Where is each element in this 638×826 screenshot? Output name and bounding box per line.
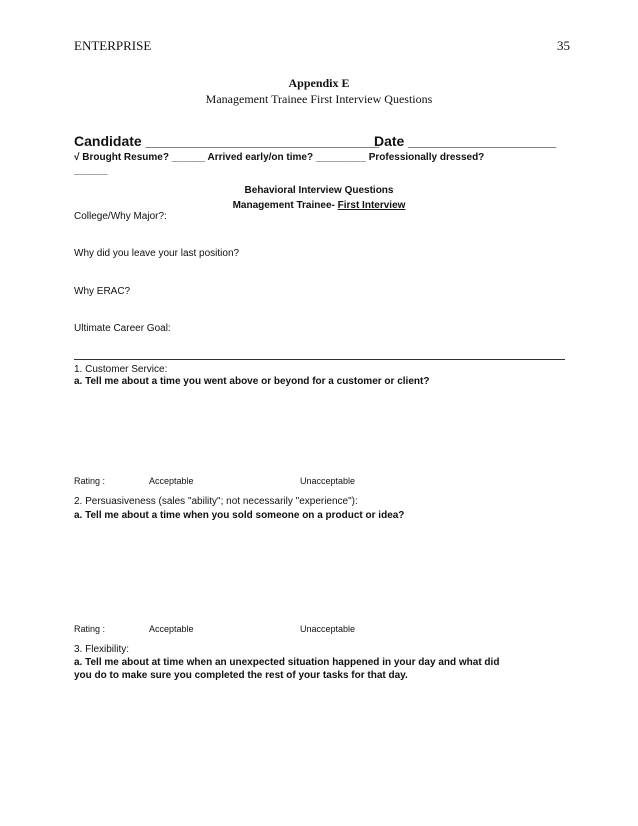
section-divider (74, 359, 565, 360)
rating-acceptable: Acceptable (149, 624, 194, 634)
competency-question-continued: you do to make sure you completed the rest of your tasks for that day. (74, 670, 408, 681)
competency-question: a. Tell me about at time when an unexpected situation happened in your day and what did (74, 657, 500, 668)
intro-question: Why ERAC? (74, 286, 131, 297)
competency-question: a. Tell me about a time you went above or beyond for a customer or client? (74, 376, 430, 387)
checklist-tail: ______ (74, 165, 108, 176)
appendix-subtitle: Management Trainee First Interview Questions (205, 92, 433, 106)
appendix-title: Appendix E (288, 76, 350, 90)
page-number: 35 (557, 38, 570, 53)
rating-unacceptable: Unacceptable (300, 476, 356, 486)
checklist-line: √ Brought Resume? ______ Arrived early/on time? _________ Professionally dressed? (74, 152, 485, 163)
rating-unacceptable: Unacceptable (300, 624, 356, 634)
candidate-field: Candidate ______________________________ (74, 133, 380, 149)
competency-heading: 2. Persuasiveness (sales "ability"; not necessarily "experience"): (74, 496, 358, 507)
section-subtitle-prefix: Management Trainee- (232, 200, 338, 211)
intro-question: Ultimate Career Goal: (74, 323, 171, 334)
section-subtitle (0, 200, 638, 211)
rating-label: Rating : (74, 624, 106, 634)
section-subtitle-link: First Interview (337, 200, 406, 211)
competency-question: a. Tell me about a time when you sold someone on a product or idea? (74, 510, 405, 521)
rating-acceptable: Acceptable (149, 476, 194, 486)
intro-question: College/Why Major?: (74, 211, 167, 222)
competency-heading: 1. Customer Service: (74, 364, 168, 375)
intro-question: Why did you leave your last position? (74, 248, 240, 259)
running-header: ENTERPRISE (74, 38, 152, 53)
rating-label: Rating : (74, 476, 106, 486)
section-title: Behavioral Interview Questions (244, 185, 394, 196)
date-field: Date ___________________ (374, 133, 557, 149)
competency-heading: 3. Flexibility: (74, 644, 130, 655)
